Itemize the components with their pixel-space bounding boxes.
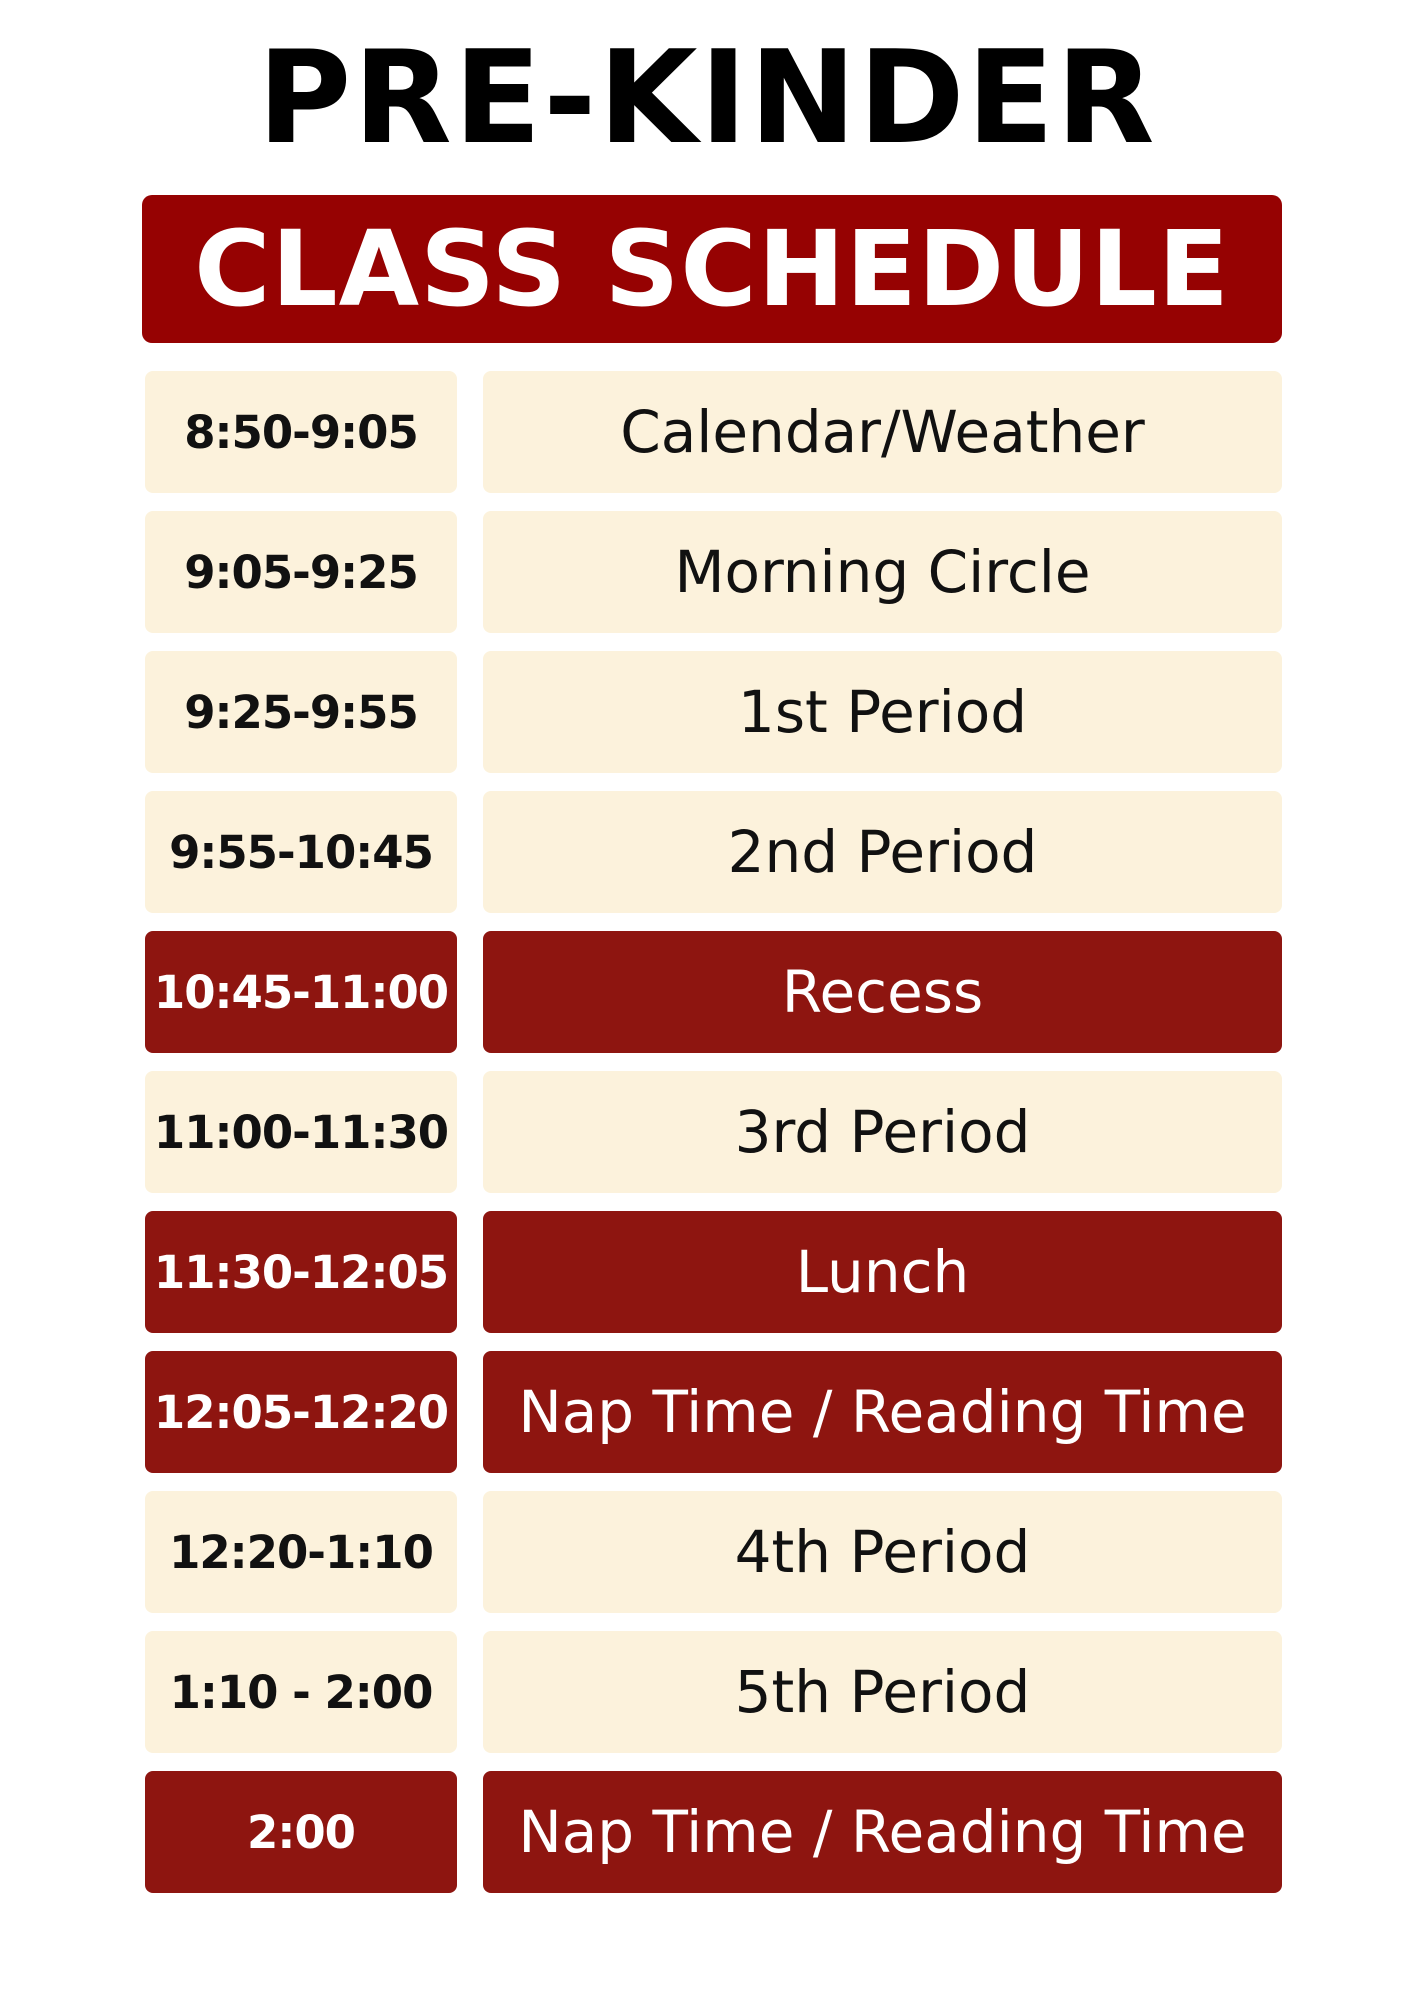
- schedule-list: [145, 371, 1282, 1911]
- activity-label: Nap Time / Reading Time: [483, 1771, 1282, 1893]
- schedule-row: [145, 931, 1282, 1053]
- schedule-banner: [142, 195, 1282, 343]
- time-slot: 1:10 - 2:00: [145, 1631, 457, 1753]
- schedule-row: [145, 1631, 1282, 1753]
- time-slot: 9:55-10:45: [145, 791, 457, 913]
- schedule-row: [145, 1491, 1282, 1613]
- activity-label: Calendar/Weather: [483, 371, 1282, 493]
- activity-label: Nap Time / Reading Time: [483, 1351, 1282, 1473]
- activity-label: 4th Period: [483, 1491, 1282, 1613]
- activity-label: 5th Period: [483, 1631, 1282, 1753]
- schedule-row: [145, 1351, 1282, 1473]
- time-slot: 11:30-12:05: [145, 1211, 457, 1333]
- time-slot: 10:45-11:00: [145, 931, 457, 1053]
- activity-label: Recess: [483, 931, 1282, 1053]
- activity-label: 3rd Period: [483, 1071, 1282, 1193]
- schedule-row: [145, 1071, 1282, 1193]
- activity-label: 2nd Period: [483, 791, 1282, 913]
- schedule-row: [145, 511, 1282, 633]
- activity-label: 1st Period: [483, 651, 1282, 773]
- activity-label: Lunch: [483, 1211, 1282, 1333]
- schedule-row: [145, 1771, 1282, 1893]
- activity-label: Morning Circle: [483, 511, 1282, 633]
- schedule-row: [145, 651, 1282, 773]
- banner-label: CLASS SCHEDULE: [194, 208, 1230, 330]
- time-slot: 12:20-1:10: [145, 1491, 457, 1613]
- time-slot: 9:05-9:25: [145, 511, 457, 633]
- page-title: PRE-KINDER: [257, 23, 1157, 173]
- time-slot: 9:25-9:55: [145, 651, 457, 773]
- schedule-row: [145, 1211, 1282, 1333]
- time-slot: 12:05-12:20: [145, 1351, 457, 1473]
- schedule-row: [145, 371, 1282, 493]
- time-slot: 8:50-9:05: [145, 371, 457, 493]
- schedule-row: [145, 791, 1282, 913]
- time-slot: 11:00-11:30: [145, 1071, 457, 1193]
- time-slot: 2:00: [145, 1771, 457, 1893]
